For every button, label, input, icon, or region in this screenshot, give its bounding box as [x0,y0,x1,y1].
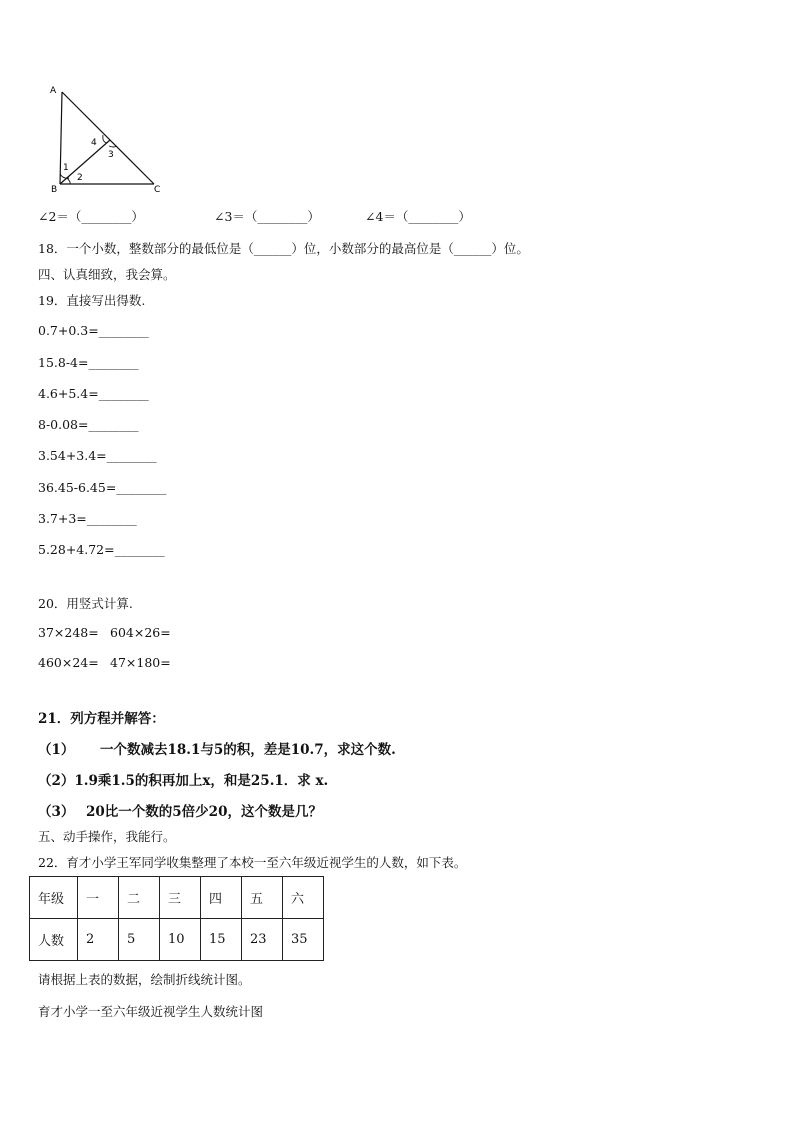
table-cell: 2 [78,919,119,961]
table-cell: 年级 [30,877,78,919]
vertical-calc-item[interactable]: 47×180= [110,655,171,670]
table-cell: 10 [160,919,201,961]
angle-arc-d2 [109,146,117,147]
angle-arc-b2 [67,178,70,184]
calc-item[interactable]: 3.7+3=________ [38,511,137,526]
calc-item[interactable]: 8-0.08=________ [38,417,139,432]
table-cell: 三 [160,877,201,919]
table-cell: 15 [201,919,242,961]
triangle-figure [45,82,170,197]
q21-part1-number: （1） [38,742,75,758]
angle-4-label: 4 [91,138,97,148]
vertex-b-label: B [51,185,58,195]
vertex-c-label: C [154,185,161,195]
vertical-calc-item[interactable]: 460×24= [38,655,99,670]
table-cell: 5 [119,919,160,961]
question-19-title: 19．直接写出得数. [38,293,146,308]
angle-2-answer[interactable]: ∠2＝（________） [38,209,144,224]
question-20-title: 20．用竖式计算. [38,596,133,611]
table-cell: 一 [78,877,119,919]
angle-4-answer[interactable]: ∠4＝（________） [365,209,471,224]
table-cell: 35 [283,919,324,961]
q21-part2: （2）1.9乘1.5的积再加上x，和是25.1．求 x. [38,773,329,789]
table-cell: 二 [119,877,160,919]
table-cell: 23 [242,919,283,961]
calc-item[interactable]: 4.6+5.4=________ [38,386,149,401]
q21-part3-number: （3） [38,804,75,820]
table-cell: 五 [242,877,283,919]
question-22-title: 22．育才小学王军同学收集整理了本校一至六年级近视学生的人数，如下表。 [38,855,467,870]
table-cell: 人数 [30,919,78,961]
question-21-title: 21．列方程并解答： [38,711,165,727]
table-cell: 六 [283,877,324,919]
calc-item[interactable]: 5.28+4.72=________ [38,542,165,557]
table-row [30,919,324,961]
q22-instruction: 请根据上表的数据，绘制折线统计图。 [38,972,251,987]
section-5-heading: 五、动手操作，我能行。 [38,829,176,844]
table-header-row [30,877,324,919]
q21-part1: 一个数减去18.1与5的积，差是10.7，求这个数. [100,742,396,758]
section-4-heading: 四、认真细致，我会算。 [38,267,176,282]
myopia-data-table [29,876,324,961]
q22-chart-title: 育才小学一至六年级近视学生人数统计图 [38,1004,264,1019]
calc-item[interactable]: 15.8-4=________ [38,355,139,370]
question-18: 18．一个小数，整数部分的最低位是（______）位，小数部分的最高位是（______）位。 [38,241,529,256]
angle-1-label: 1 [63,163,69,173]
calc-item[interactable]: 0.7+0.3=________ [38,323,149,338]
vertical-calc-item[interactable]: 37×248= [38,625,99,640]
calc-item[interactable]: 36.45-6.45=________ [38,480,167,495]
q21-part3: 20比一个数的5倍少20，这个数是几？ [86,804,322,820]
table-cell: 四 [201,877,242,919]
vertical-calc-item[interactable]: 604×26= [110,625,171,640]
vertex-a-label: A [50,86,57,96]
angle-3-label: 3 [108,150,114,160]
angle-3-answer[interactable]: ∠3＝（________） [214,209,320,224]
side-ab [60,92,62,184]
altitude-bd [60,140,110,184]
angle-2-label: 2 [77,173,83,183]
calc-item[interactable]: 3.54+3.4=________ [38,448,157,463]
